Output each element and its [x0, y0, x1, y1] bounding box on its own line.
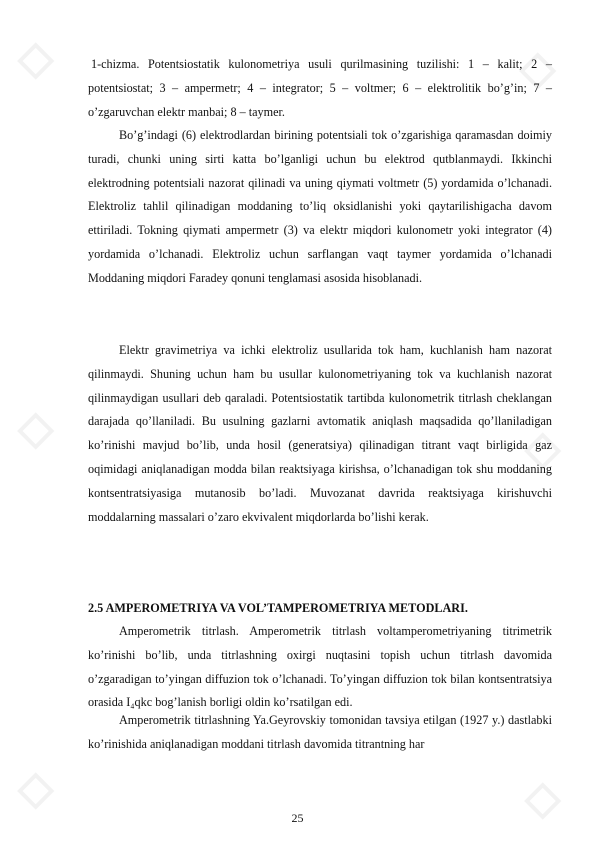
page-number: 25	[291, 811, 304, 825]
paragraph-text: Amperometrik titrlash. Amperometrik titrlash voltamperometriyaning titrimetrik ko’rinishi bo’lib, unda titrlashning oxirgi nuqtasini topish uchun titrlash davomida o’zgaradigan to’yingan diffuzion tok o’lchanadi. To’yingan diffuzion tok bilan kontsentratsiya orasida I₄qkc bog’lanish borligi oldin ko’rsatilgan edi.	[88, 624, 552, 710]
figure-caption	[88, 53, 552, 124]
paragraph	[88, 709, 552, 757]
figure-caption-text: 1-chizma. Potentsiostatik kulonometriya usuli qurilmasining tuzilishi: 1 – kalit; 2 – potentsiostat; 3 – ampermetr; 4 – integrator; 5 – voltmer; 6 – elektrolitik bo’g’in; 7 – o’zgaruvchan elektr manbai; 8 – taymer.	[88, 57, 552, 119]
paragraph	[88, 620, 552, 715]
paragraph	[88, 124, 552, 291]
paragraph	[88, 339, 552, 529]
watermark-pattern: ◇ ◇ ◇ ◇ ◇ ◇	[18, 31, 561, 823]
paragraph-text: Bo’g’indagi (6) elektrodlardan birining potentsiali tok o’zgarishiga qaramasdan doimiy turadi, chunki uning sirti katta bo’lganligi uchun bu elektrod qutblanmaydi. Ikkinchi elektrodning potentsiali nazorat qilinadi va uning qiymati voltmetr (5) yordamida o’lchanadi. Elektroliz tahlil qilinadigan moddaning to’liq oksidlanishi yoki qaytarilishigacha davom ettiriladi. Tokning qiymati ampermetr (3) va elektr miqdori kulonometr yoki integrator (4) yordamida o’lchanadi. Elektroliz uchun sarflangan vaqt taymer yordamida o’lchanadi Moddaning miqdori Faradey qonuni tenglamasi asosida hisoblanadi.	[88, 128, 552, 285]
paragraph-text: Amperometrik titrlashning Ya.Geyrovskiy tomonidan tavsiya etilgan (1927 y.) dastlabki ko’rinishida aniqlanadigan moddani titrlash davomida titrantning har	[88, 713, 552, 751]
paragraph-text: Elektr gravimetriya va ichki elektroliz usullarida tok ham, kuchlanish ham nazorat qilinmaydi. Shuning uchun ham bu usullar kulonometriyaning tok va kuchlanish nazorat qilinmaydigan usullari deb qaraladi. Potentsiostatik tartibda kulonometrik titrlash cheklangan darajada qo’llaniladi. Bu usulning gazlarni avtomatik aniqlash maqsadida qo’llaniladigan ko’rinishi mavjud bo’lib, unda hosil (generatsiya) qilinadigan titrant vaqt birligida gaz oqimidagi aniqlanadigan modda bilan reaktsiyaga kirishsa, o’lchanadigan tok shu moddaning kontsentratsiyasiga mutanosib bo’ladi. Muvozanat davrida reaktsiyaga kirishuvchi moddalarning massalari o’zaro ekvivalent miqdorlarda bo’lishi kerak.	[88, 343, 552, 524]
section-heading: 2.5 AMPEROMETRIYA VA VOL’TAMPEROMETRIYA METODLARI.	[88, 601, 468, 615]
